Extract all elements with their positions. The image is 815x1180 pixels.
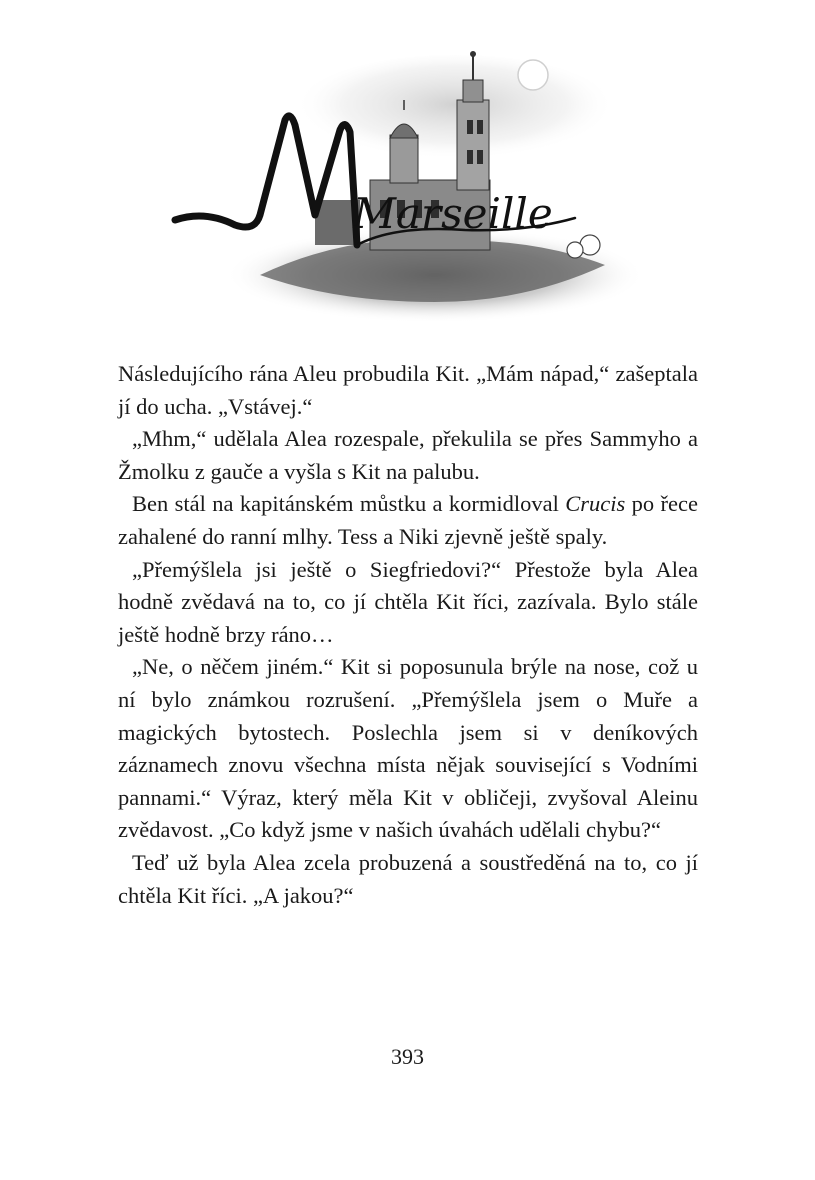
page-number: 393 bbox=[391, 1044, 424, 1069]
paragraph-4: „Přemýšlela jsi ještě o Siegfriedovi?“ Přestože byla Alea hodně zvědavá na to, co jí chtěla Kit říci, zazívala. Bylo stále ještě hodně brzy ráno… bbox=[118, 556, 698, 647]
paragraph-1: Následujícího rána Aleu probudila Kit. „Mám nápad,“ zašeptala jí do ucha. „Vstávej.“ bbox=[118, 361, 698, 419]
paragraph-3-after: po řece zahalené do ranní mlhy. Tess a Niki zjevně ještě spaly. bbox=[118, 491, 698, 549]
chapter-title: Marseille bbox=[353, 189, 553, 238]
marseille-illustration bbox=[165, 40, 650, 325]
ship-name: Crucis bbox=[565, 491, 626, 517]
paragraph-2: „Mhm,“ udělala Alea rozespale, překulila se přes Sammyho a Žmolku z gauče a vyšla s Kit na palubu. bbox=[118, 426, 698, 484]
paragraph-5: „Ne, o něčem jiném.“ Kit si poposunula brýle na nose, což u ní bylo známkou rozrušení. „Přemýšlela jsem o Muře a magických bytostech. Poslechla jsem si v deníkových záznamech znovu všechna místa nějak související s Vodními pannami.“ Výraz, který měla Kit v obličeji, zvyšoval Aleinu zvědavost. „Co když jsme v našich úvahách udělali chybu?“ bbox=[118, 654, 698, 843]
paragraph-6: Teď už byla Alea zcela probuzená a soustředěná na to, co jí chtěla Kit říci. „A jakou?“ bbox=[118, 849, 698, 908]
paragraph-3 bbox=[118, 488, 698, 553]
moon-shape bbox=[518, 60, 548, 90]
body-text bbox=[118, 358, 698, 912]
chapter-illustration bbox=[165, 40, 650, 325]
paragraph-3-before: Ben stál na kapitánském můstku a kormidloval bbox=[132, 491, 566, 517]
